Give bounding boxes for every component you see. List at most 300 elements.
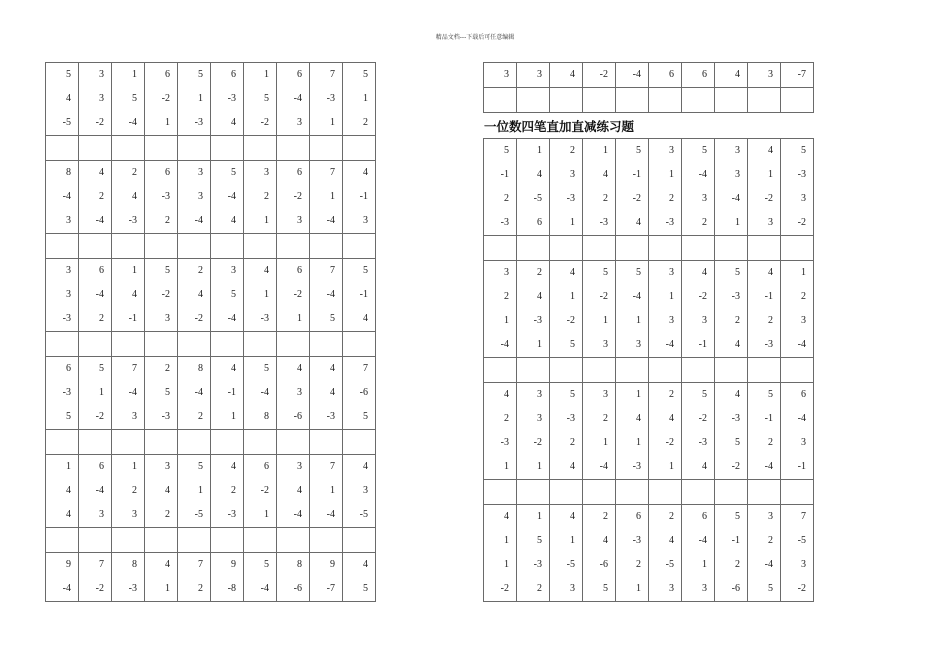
number-cell: 3 <box>649 139 682 164</box>
number-cell: -4 <box>484 333 517 358</box>
number-row <box>484 577 814 602</box>
number-row <box>46 209 376 234</box>
number-cell: 6 <box>682 63 715 88</box>
number-cell: -4 <box>310 283 343 307</box>
number-cell: -4 <box>244 577 277 602</box>
number-cell: 2 <box>211 479 244 503</box>
number-cell: 5 <box>616 139 649 164</box>
number-cell: 6 <box>46 357 79 382</box>
answer-cell <box>211 234 244 259</box>
answer-cell <box>277 430 310 455</box>
answer-cell <box>244 332 277 357</box>
number-cell: 5 <box>517 529 550 553</box>
number-cell: -4 <box>178 381 211 405</box>
number-cell: 3 <box>781 431 814 455</box>
answer-cell <box>517 88 550 113</box>
number-cell: 4 <box>211 455 244 480</box>
number-cell: 5 <box>550 383 583 408</box>
number-cell: 3 <box>277 209 310 234</box>
number-cell: -5 <box>46 111 79 136</box>
number-cell: -4 <box>715 187 748 211</box>
answer-cell <box>682 480 715 505</box>
number-cell: 4 <box>343 455 376 480</box>
number-cell: -4 <box>79 283 112 307</box>
number-cell: -3 <box>112 577 145 602</box>
number-cell: -3 <box>583 211 616 236</box>
answer-cell <box>484 88 517 113</box>
number-cell: 6 <box>649 63 682 88</box>
answer-cell <box>748 88 781 113</box>
answer-cell <box>550 480 583 505</box>
right-main-worksheet-table <box>483 138 814 602</box>
answer-row <box>484 236 814 261</box>
answer-cell <box>112 332 145 357</box>
number-cell: 2 <box>781 285 814 309</box>
answer-row <box>484 88 814 113</box>
number-cell: 4 <box>517 285 550 309</box>
number-cell: 5 <box>715 431 748 455</box>
number-cell: 3 <box>46 259 79 284</box>
number-cell: -3 <box>145 185 178 209</box>
number-cell: 4 <box>178 283 211 307</box>
number-cell: 2 <box>682 211 715 236</box>
answer-cell <box>682 358 715 383</box>
number-cell: 5 <box>178 455 211 480</box>
number-cell: -3 <box>517 553 550 577</box>
answer-cell <box>244 234 277 259</box>
number-cell: 5 <box>583 261 616 286</box>
answer-cell <box>178 430 211 455</box>
number-cell: 9 <box>310 553 343 578</box>
number-cell: 3 <box>649 309 682 333</box>
number-cell: 4 <box>79 161 112 186</box>
number-cell: -3 <box>46 381 79 405</box>
number-cell: 6 <box>277 161 310 186</box>
number-cell: -4 <box>649 333 682 358</box>
number-cell: 1 <box>211 405 244 430</box>
number-cell: -2 <box>79 111 112 136</box>
answer-cell <box>145 332 178 357</box>
answer-cell <box>46 332 79 357</box>
number-cell: -5 <box>649 553 682 577</box>
number-cell: 4 <box>145 479 178 503</box>
number-cell: -4 <box>583 455 616 480</box>
answer-cell <box>244 430 277 455</box>
answer-cell <box>550 88 583 113</box>
number-cell: -2 <box>715 455 748 480</box>
number-cell: -1 <box>343 283 376 307</box>
number-cell: -5 <box>781 529 814 553</box>
number-cell: 6 <box>517 211 550 236</box>
answer-cell <box>517 236 550 261</box>
number-cell: -3 <box>682 431 715 455</box>
answer-cell <box>178 234 211 259</box>
answer-cell <box>310 430 343 455</box>
number-cell: 4 <box>682 455 715 480</box>
number-cell: -2 <box>517 431 550 455</box>
answer-cell <box>277 234 310 259</box>
number-row <box>484 187 814 211</box>
number-cell: 1 <box>277 307 310 332</box>
number-row <box>46 185 376 209</box>
number-cell: 5 <box>79 357 112 382</box>
answer-cell <box>211 136 244 161</box>
number-cell: 5 <box>211 161 244 186</box>
number-row <box>484 383 814 408</box>
number-row <box>46 283 376 307</box>
left-worksheet-table <box>45 62 376 602</box>
number-cell: 4 <box>550 455 583 480</box>
number-cell: -6 <box>277 405 310 430</box>
number-cell: -7 <box>781 63 814 88</box>
number-cell: -4 <box>277 503 310 528</box>
number-cell: -4 <box>112 111 145 136</box>
answer-cell <box>343 332 376 357</box>
answer-cell <box>781 358 814 383</box>
number-cell: -5 <box>517 187 550 211</box>
number-cell: 5 <box>616 261 649 286</box>
answer-cell <box>343 136 376 161</box>
number-cell: 5 <box>484 139 517 164</box>
number-cell: 4 <box>748 261 781 286</box>
number-cell: 8 <box>178 357 211 382</box>
number-cell: 2 <box>748 309 781 333</box>
number-cell: -4 <box>244 381 277 405</box>
number-cell: 3 <box>145 307 178 332</box>
number-cell: -3 <box>517 309 550 333</box>
answer-row <box>484 358 814 383</box>
answer-cell <box>616 236 649 261</box>
number-cell: 1 <box>748 163 781 187</box>
answer-cell <box>484 480 517 505</box>
number-cell: 2 <box>244 185 277 209</box>
answer-cell <box>46 234 79 259</box>
number-cell: -3 <box>484 431 517 455</box>
answer-cell <box>112 136 145 161</box>
number-row <box>46 357 376 382</box>
number-cell: 6 <box>79 455 112 480</box>
number-cell: -1 <box>682 333 715 358</box>
number-cell: 1 <box>517 139 550 164</box>
answer-cell <box>79 430 112 455</box>
number-cell: 4 <box>277 357 310 382</box>
answer-cell <box>79 332 112 357</box>
answer-cell <box>583 358 616 383</box>
answer-cell <box>583 236 616 261</box>
number-cell: 3 <box>517 63 550 88</box>
answer-cell <box>112 234 145 259</box>
number-cell: -1 <box>781 455 814 480</box>
number-cell: 1 <box>583 139 616 164</box>
section-title: 一位数四笔直加直减练习题 <box>484 119 635 134</box>
number-cell: 3 <box>178 161 211 186</box>
number-cell: -1 <box>616 163 649 187</box>
number-cell: -3 <box>550 187 583 211</box>
number-cell: 4 <box>616 211 649 236</box>
number-cell: 1 <box>112 259 145 284</box>
answer-cell <box>616 358 649 383</box>
number-cell: -1 <box>211 381 244 405</box>
number-cell: -5 <box>550 553 583 577</box>
number-cell: -4 <box>211 307 244 332</box>
number-cell: 1 <box>616 309 649 333</box>
number-cell: 3 <box>343 479 376 503</box>
number-cell: 3 <box>781 553 814 577</box>
number-cell: 3 <box>112 503 145 528</box>
answer-cell <box>343 234 376 259</box>
number-cell: 2 <box>715 309 748 333</box>
number-cell: -2 <box>244 111 277 136</box>
number-cell: 5 <box>112 87 145 111</box>
number-cell: -2 <box>682 407 715 431</box>
number-row <box>46 161 376 186</box>
number-cell: 6 <box>682 505 715 530</box>
number-cell: 6 <box>211 63 244 88</box>
number-cell: 1 <box>484 309 517 333</box>
number-cell: -3 <box>310 405 343 430</box>
answer-cell <box>343 430 376 455</box>
answer-cell <box>79 528 112 553</box>
number-cell: 3 <box>748 211 781 236</box>
number-cell: 5 <box>715 505 748 530</box>
answer-cell <box>583 88 616 113</box>
number-cell: 6 <box>781 383 814 408</box>
number-cell: -2 <box>781 211 814 236</box>
number-cell: -2 <box>550 309 583 333</box>
number-cell: -2 <box>277 185 310 209</box>
number-cell: 3 <box>484 261 517 286</box>
number-cell: 3 <box>715 163 748 187</box>
answer-cell <box>550 236 583 261</box>
number-cell: -1 <box>715 529 748 553</box>
number-cell: 4 <box>112 185 145 209</box>
number-cell: 2 <box>79 307 112 332</box>
number-cell: 6 <box>79 259 112 284</box>
number-cell: 5 <box>244 87 277 111</box>
number-cell: 1 <box>484 553 517 577</box>
number-row <box>484 529 814 553</box>
number-cell: -2 <box>244 479 277 503</box>
answer-cell <box>616 480 649 505</box>
number-cell: 1 <box>616 431 649 455</box>
number-cell: 4 <box>484 505 517 530</box>
number-cell: 3 <box>211 259 244 284</box>
number-cell: 1 <box>310 185 343 209</box>
number-cell: 5 <box>46 63 79 88</box>
number-row <box>46 455 376 480</box>
answer-cell <box>649 88 682 113</box>
number-cell: -2 <box>616 187 649 211</box>
number-cell: 4 <box>616 407 649 431</box>
number-cell: -2 <box>145 87 178 111</box>
number-cell: -3 <box>46 307 79 332</box>
number-cell: 1 <box>484 529 517 553</box>
number-cell: 4 <box>550 63 583 88</box>
answer-row <box>46 136 376 161</box>
number-row <box>484 333 814 358</box>
number-cell: 1 <box>145 111 178 136</box>
number-cell: 2 <box>517 577 550 602</box>
number-cell: 4 <box>550 261 583 286</box>
number-cell: 7 <box>781 505 814 530</box>
number-cell: 4 <box>715 333 748 358</box>
number-cell: 1 <box>550 211 583 236</box>
number-cell: 1 <box>517 455 550 480</box>
number-cell: -3 <box>715 407 748 431</box>
number-cell: -4 <box>79 209 112 234</box>
number-row <box>46 259 376 284</box>
answer-cell <box>484 358 517 383</box>
number-row <box>484 505 814 530</box>
number-cell: 3 <box>748 63 781 88</box>
answer-cell <box>145 430 178 455</box>
number-cell: -3 <box>112 209 145 234</box>
answer-row <box>46 234 376 259</box>
number-row <box>46 111 376 136</box>
number-cell: 3 <box>277 381 310 405</box>
number-cell: 7 <box>178 553 211 578</box>
number-cell: 1 <box>112 455 145 480</box>
number-cell: 7 <box>310 259 343 284</box>
answer-cell <box>715 236 748 261</box>
number-row <box>46 577 376 602</box>
answer-cell <box>682 88 715 113</box>
number-cell: -1 <box>484 163 517 187</box>
number-cell: 5 <box>244 357 277 382</box>
number-cell: 2 <box>79 185 112 209</box>
number-cell: 2 <box>145 503 178 528</box>
number-cell: -3 <box>649 211 682 236</box>
answer-cell <box>145 528 178 553</box>
number-row <box>484 407 814 431</box>
number-cell: 2 <box>145 209 178 234</box>
number-cell: -3 <box>178 111 211 136</box>
number-cell: 7 <box>310 161 343 186</box>
number-cell: 7 <box>112 357 145 382</box>
number-cell: -4 <box>310 503 343 528</box>
number-cell: 5 <box>343 405 376 430</box>
number-cell: -7 <box>310 577 343 602</box>
number-row <box>484 553 814 577</box>
answer-cell <box>79 136 112 161</box>
number-cell: 4 <box>550 505 583 530</box>
number-cell: 3 <box>79 503 112 528</box>
number-cell: 5 <box>682 139 715 164</box>
number-cell: 1 <box>112 63 145 88</box>
number-cell: -4 <box>616 63 649 88</box>
number-cell: 2 <box>715 553 748 577</box>
answer-cell <box>211 332 244 357</box>
answer-cell <box>517 358 550 383</box>
answer-cell <box>310 528 343 553</box>
answer-cell <box>649 358 682 383</box>
number-cell: 3 <box>517 407 550 431</box>
number-cell: 4 <box>343 161 376 186</box>
number-cell: 4 <box>46 87 79 111</box>
number-cell: 3 <box>46 209 79 234</box>
number-cell: 3 <box>583 333 616 358</box>
number-cell: -2 <box>682 285 715 309</box>
answer-cell <box>484 236 517 261</box>
answer-cell <box>211 528 244 553</box>
number-cell: 2 <box>583 505 616 530</box>
number-cell: 5 <box>748 577 781 602</box>
number-cell: -1 <box>112 307 145 332</box>
number-cell: 3 <box>178 185 211 209</box>
number-cell: 4 <box>277 479 310 503</box>
number-cell: 2 <box>550 139 583 164</box>
answer-cell <box>310 234 343 259</box>
number-row <box>484 261 814 286</box>
number-row <box>46 405 376 430</box>
number-row <box>484 455 814 480</box>
number-cell: 4 <box>583 163 616 187</box>
number-cell: 4 <box>145 553 178 578</box>
number-cell: -2 <box>145 283 178 307</box>
number-cell: -3 <box>145 405 178 430</box>
number-cell: 2 <box>145 357 178 382</box>
number-row <box>484 431 814 455</box>
number-cell: 5 <box>781 139 814 164</box>
answer-cell <box>46 430 79 455</box>
answer-cell <box>715 480 748 505</box>
number-cell: 1 <box>616 577 649 602</box>
number-cell: 1 <box>649 455 682 480</box>
answer-cell <box>310 332 343 357</box>
number-cell: 2 <box>343 111 376 136</box>
number-row <box>46 307 376 332</box>
answer-cell <box>79 234 112 259</box>
answer-cell <box>781 480 814 505</box>
number-cell: 4 <box>682 261 715 286</box>
number-cell: 4 <box>517 163 550 187</box>
number-cell: -4 <box>748 553 781 577</box>
number-cell: -6 <box>277 577 310 602</box>
number-cell: 4 <box>715 383 748 408</box>
number-cell: 4 <box>649 529 682 553</box>
number-cell: -3 <box>715 285 748 309</box>
answer-cell <box>517 480 550 505</box>
number-cell: 2 <box>583 187 616 211</box>
number-cell: 4 <box>484 383 517 408</box>
answer-cell <box>178 528 211 553</box>
number-cell: 6 <box>616 505 649 530</box>
number-cell: 4 <box>46 479 79 503</box>
answer-cell <box>649 236 682 261</box>
number-cell: 8 <box>244 405 277 430</box>
number-cell: 1 <box>517 505 550 530</box>
answer-cell <box>178 136 211 161</box>
answer-cell <box>583 480 616 505</box>
number-cell: 5 <box>310 307 343 332</box>
number-cell: -2 <box>178 307 211 332</box>
answer-cell <box>112 528 145 553</box>
answer-cell <box>145 136 178 161</box>
number-cell: 4 <box>211 357 244 382</box>
number-cell: 3 <box>715 139 748 164</box>
number-cell: -2 <box>484 577 517 602</box>
number-cell: -2 <box>583 285 616 309</box>
number-cell: 1 <box>46 455 79 480</box>
number-cell: 3 <box>550 163 583 187</box>
number-cell: 4 <box>748 139 781 164</box>
number-cell: 1 <box>517 333 550 358</box>
number-row <box>46 479 376 503</box>
number-cell: 2 <box>517 261 550 286</box>
answer-cell <box>748 358 781 383</box>
number-cell: -4 <box>616 285 649 309</box>
answer-cell <box>244 136 277 161</box>
